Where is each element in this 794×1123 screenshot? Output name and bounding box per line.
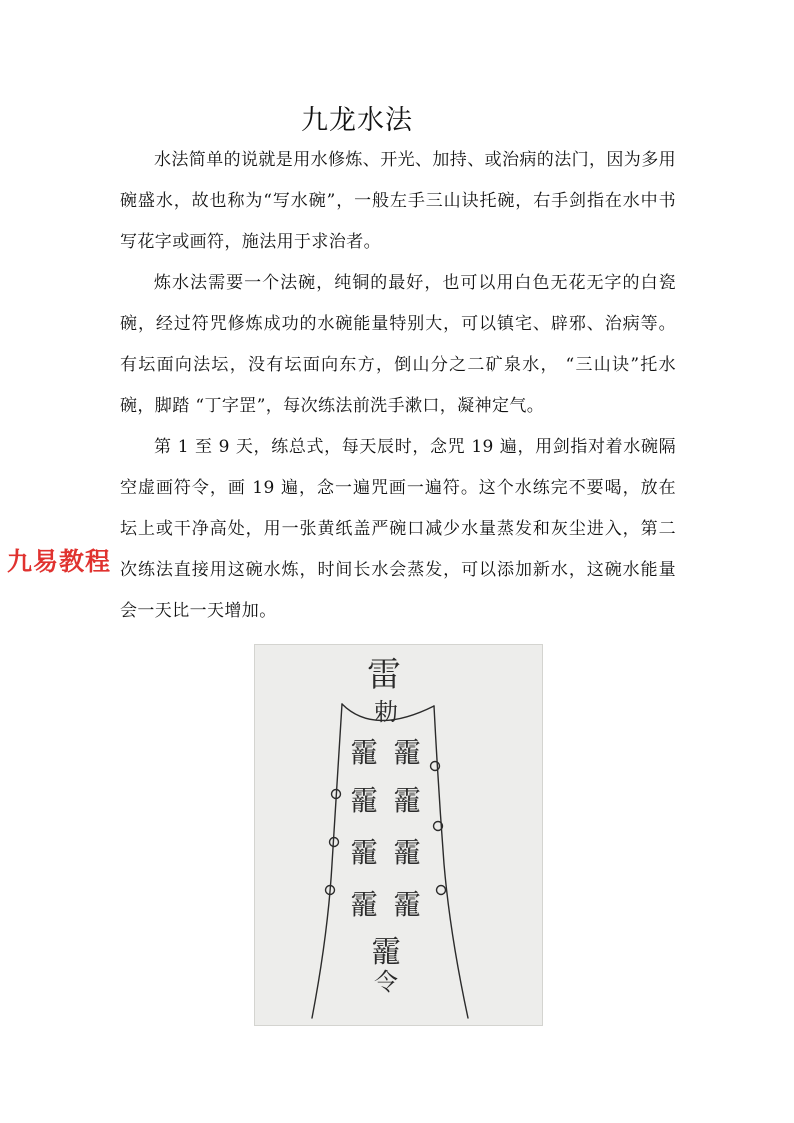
talisman-bottom-char: 靇 <box>371 935 401 970</box>
watermark-logo: 九易教程 <box>7 547 112 576</box>
talisman-pair-left-2: 靇 <box>349 784 379 817</box>
paragraph-1: 水法简单的说就是用水修炼、开光、加持、或治病的法门，因为多用碗盛水，故也称为“写水碗”，一般左手三山诀托碗，右手剑指在水中书写花字或画符，施法用于求治者。 <box>120 150 676 252</box>
talisman-pair-left-1: 靇 <box>349 736 379 769</box>
talisman-pair-right-3: 靇 <box>392 836 422 869</box>
talisman-pair-right-1: 靇 <box>392 736 422 769</box>
talisman-pair-left-3: 靇 <box>349 836 379 869</box>
talisman-pair-left-4: 靇 <box>349 888 379 921</box>
paragraph-3: 第 1 至 9 天，练总式，每天辰时，念咒 19 遍，用剑指对着水碗隔空虚画符令，画 19 遍，念一遍咒画一遍符。这个水练完不要喝，放在坛上或干净高处，用一张黄纸盖严碗口减少水量蒸发和灰尘进入，第二次练法直接用这碗水炼，时间长水会蒸发，可以添加新水，这碗水能量会一天比一天增加。 <box>120 437 676 621</box>
talisman-drawing <box>254 644 543 1026</box>
talisman-second-char: 勅 <box>374 698 398 726</box>
talisman-pair-right-4: 靇 <box>392 888 422 921</box>
paragraph-2: 炼水法需要一个法碗，纯铜的最好，也可以用白色无花无字的白瓷碗，经过符咒修炼成功的水碗能量特别大，可以镇宅、辟邪、治病等。有坛面向法坛，没有坛面向东方，倒山分之二矿泉水， “三山诀”托水碗，脚踏 “丁字罡”，每次练法前洗手漱口，凝神定气。 <box>120 273 676 416</box>
talisman-pair-right-2: 靇 <box>392 784 422 817</box>
document-body <box>120 140 676 632</box>
document-title: 九龙水法 <box>301 105 413 136</box>
talisman-top-char: 雷 <box>367 655 401 695</box>
talisman-end-char: 令 <box>374 968 398 996</box>
talisman-photo <box>254 644 543 1026</box>
